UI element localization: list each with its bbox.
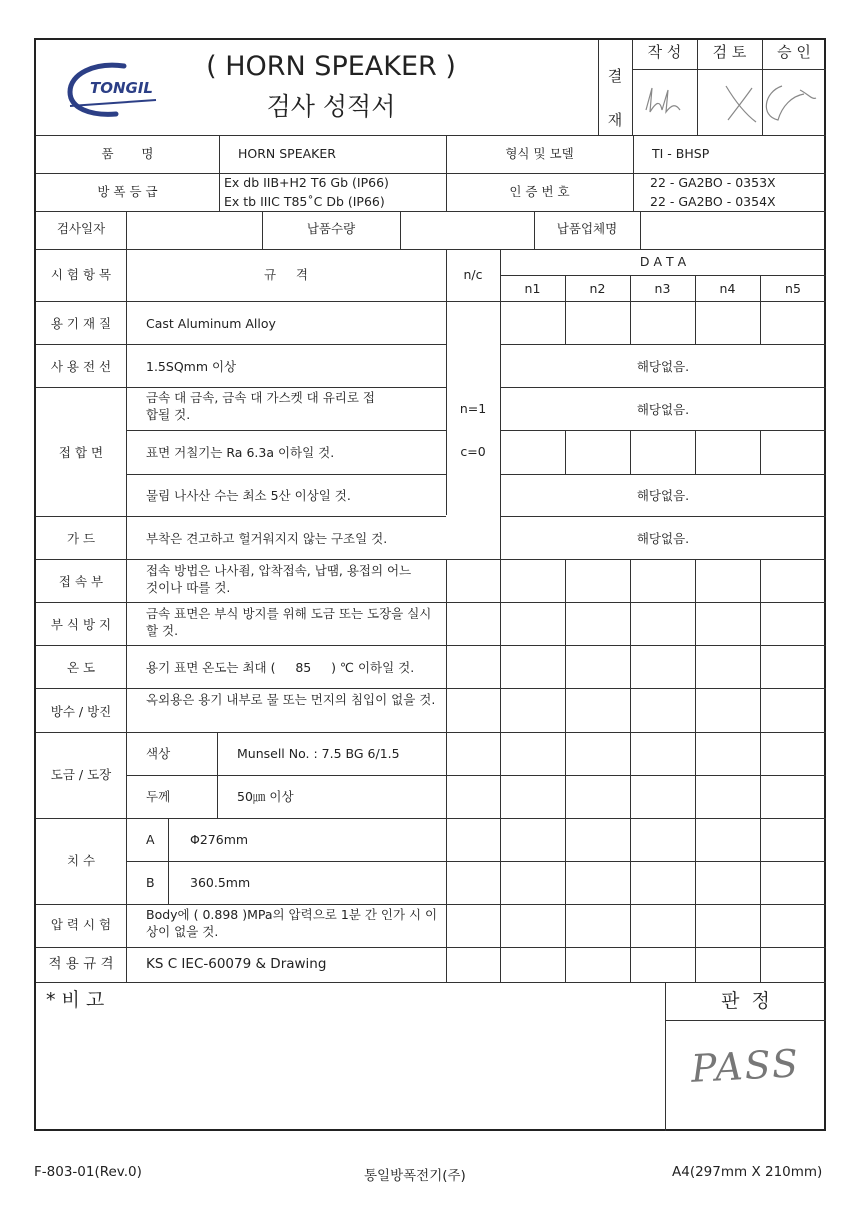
col-header-n5: n5 (785, 281, 801, 296)
coating-color-value: Munsell No. : 7.5 BG 6/1.5 (237, 746, 400, 761)
cert-number-label: 인 증 번 호 (509, 184, 570, 199)
guard-label: 가 드 (66, 531, 96, 546)
reviewer-signature (712, 76, 822, 126)
waterproof-spec: 옥외용은 용기 내부로 물 또는 먼지의 침입이 없을 것. (146, 692, 436, 707)
col-header-n1: n1 (524, 281, 541, 296)
approval-reviewer: 검 토 (712, 43, 747, 61)
approval-approver: 승 인 (777, 43, 811, 61)
approval-author: 작 성 (647, 43, 682, 61)
supplier-label: 납품업체명 (556, 221, 618, 236)
judgment-value: PASS (689, 1041, 802, 1091)
joint-spec-3: 물림 나사산 수는 최소 5산 이상일 것. (146, 488, 351, 503)
coating-color-label: 색상 (146, 746, 171, 761)
title-english: ( HORN SPEAKER ) (206, 51, 456, 82)
model-label: 형식 및 모델 (505, 146, 574, 161)
applied-standard-value: KS C IEC-60079 & Drawing (146, 956, 327, 972)
temperature-spec: 용기 표면 온도는 최대 ( 85 ) ℃ 이하일 것. (146, 660, 415, 675)
model-value: TI - BHSP (652, 146, 710, 161)
col-header-nc: n/c (463, 267, 483, 282)
ex-rating-value-1: Ex db IIB+H2 T6 Gb (IP66) (224, 175, 389, 190)
col-header-n4: n4 (719, 281, 736, 296)
col-header-n2: n2 (589, 281, 606, 296)
pressure-test-spec: Body에 ( 0.898 )MPa의 압력으로 1분 간 인가 시 이상이 없을 것. (146, 907, 438, 939)
waterproof-label: 방수 / 방진 (50, 704, 112, 719)
joint-na-3: 해당없음. (636, 488, 690, 503)
delivery-qty-label: 납품수량 (306, 221, 356, 236)
product-name-value: HORN SPEAKER (238, 146, 336, 161)
applied-standard-label: 적 용 규 격 (48, 956, 114, 972)
connection-spec: 접속 방법은 나사죔, 압착접속, 납땜, 용접의 어느 것이나 따를 것. (146, 563, 412, 595)
nc-c-value: c=0 (460, 444, 486, 459)
temperature-label: 온 도 (66, 660, 96, 675)
ex-rating-value-2: Ex tb IIIC T85˚C Db (IP66) (224, 194, 385, 209)
company-logo-text: TONGIL (90, 79, 153, 97)
col-header-data: D A T A (639, 254, 687, 269)
coating-thickness-label: 두께 (146, 789, 171, 804)
footer-form-number: F-803-01(Rev.0) (34, 1164, 142, 1180)
col-header-n3: n3 (654, 281, 671, 296)
guard-spec: 부착은 견고하고 헐거워지지 않는 구조일 것. (146, 531, 388, 546)
coating-thickness-value: 50㎛ 이상 (237, 789, 294, 804)
wire-na: 해당없음. (636, 359, 690, 374)
joint-spec-1: 금속 대 금속, 금속 대 가스켓 대 유리로 접합될 것. (146, 390, 375, 422)
material-label: 용 기 재 질 (50, 316, 112, 331)
pressure-test-label: 압 력 시 험 (50, 917, 112, 932)
material-spec: Cast Aluminum Alloy (146, 316, 276, 331)
joint-na-1: 해당없음. (636, 402, 690, 417)
remarks-label: * 비 고 (46, 989, 105, 1011)
guard-na: 해당없음. (636, 531, 690, 546)
footer-company: 통일방폭전기(주) (364, 1168, 466, 1184)
ex-rating-label: 방 폭 등 급 (97, 184, 158, 199)
wire-label: 사 용 전 선 (50, 359, 112, 374)
col-header-item: 시 험 항 목 (50, 267, 112, 282)
nc-n-value: n=1 (459, 401, 487, 416)
wire-spec: 1.5SQmm 이상 (146, 359, 237, 374)
joint-label: 접 합 면 (58, 445, 104, 460)
author-signature (640, 80, 690, 120)
title-korean: 검사 성적서 (266, 92, 396, 121)
approval-side-label: 결재 (607, 67, 623, 129)
cert-number-2: 22 - GA2BO - 0354X (650, 194, 776, 209)
inspection-date-label: 검사일자 (56, 221, 106, 236)
cert-number-1: 22 - GA2BO - 0353X (650, 175, 776, 190)
col-header-spec: 규 격 (263, 267, 309, 282)
inspection-form (34, 38, 826, 1131)
dimension-a-value: Φ276mm (190, 832, 249, 847)
dimension-label: 치 수 (66, 853, 96, 868)
dimension-a-label: A (146, 832, 155, 847)
corrosion-label: 부 식 방 지 (50, 617, 112, 632)
product-name-label: 품 명 (101, 146, 154, 161)
coating-label: 도금 / 도장 (50, 767, 112, 782)
joint-spec-2: 표면 거칠기는 Ra 6.3a 이하일 것. (146, 445, 335, 460)
corrosion-spec: 금속 표면은 부식 방지를 위해 도금 또는 도장을 실시할 것. (146, 606, 432, 638)
dimension-b-value: 360.5mm (190, 875, 251, 890)
judgment-label: 판 정 (721, 990, 770, 1012)
footer-paper-size: A4(297mm X 210mm) (672, 1164, 823, 1180)
connection-label: 접 속 부 (58, 574, 104, 589)
dimension-b-label: B (146, 875, 155, 890)
